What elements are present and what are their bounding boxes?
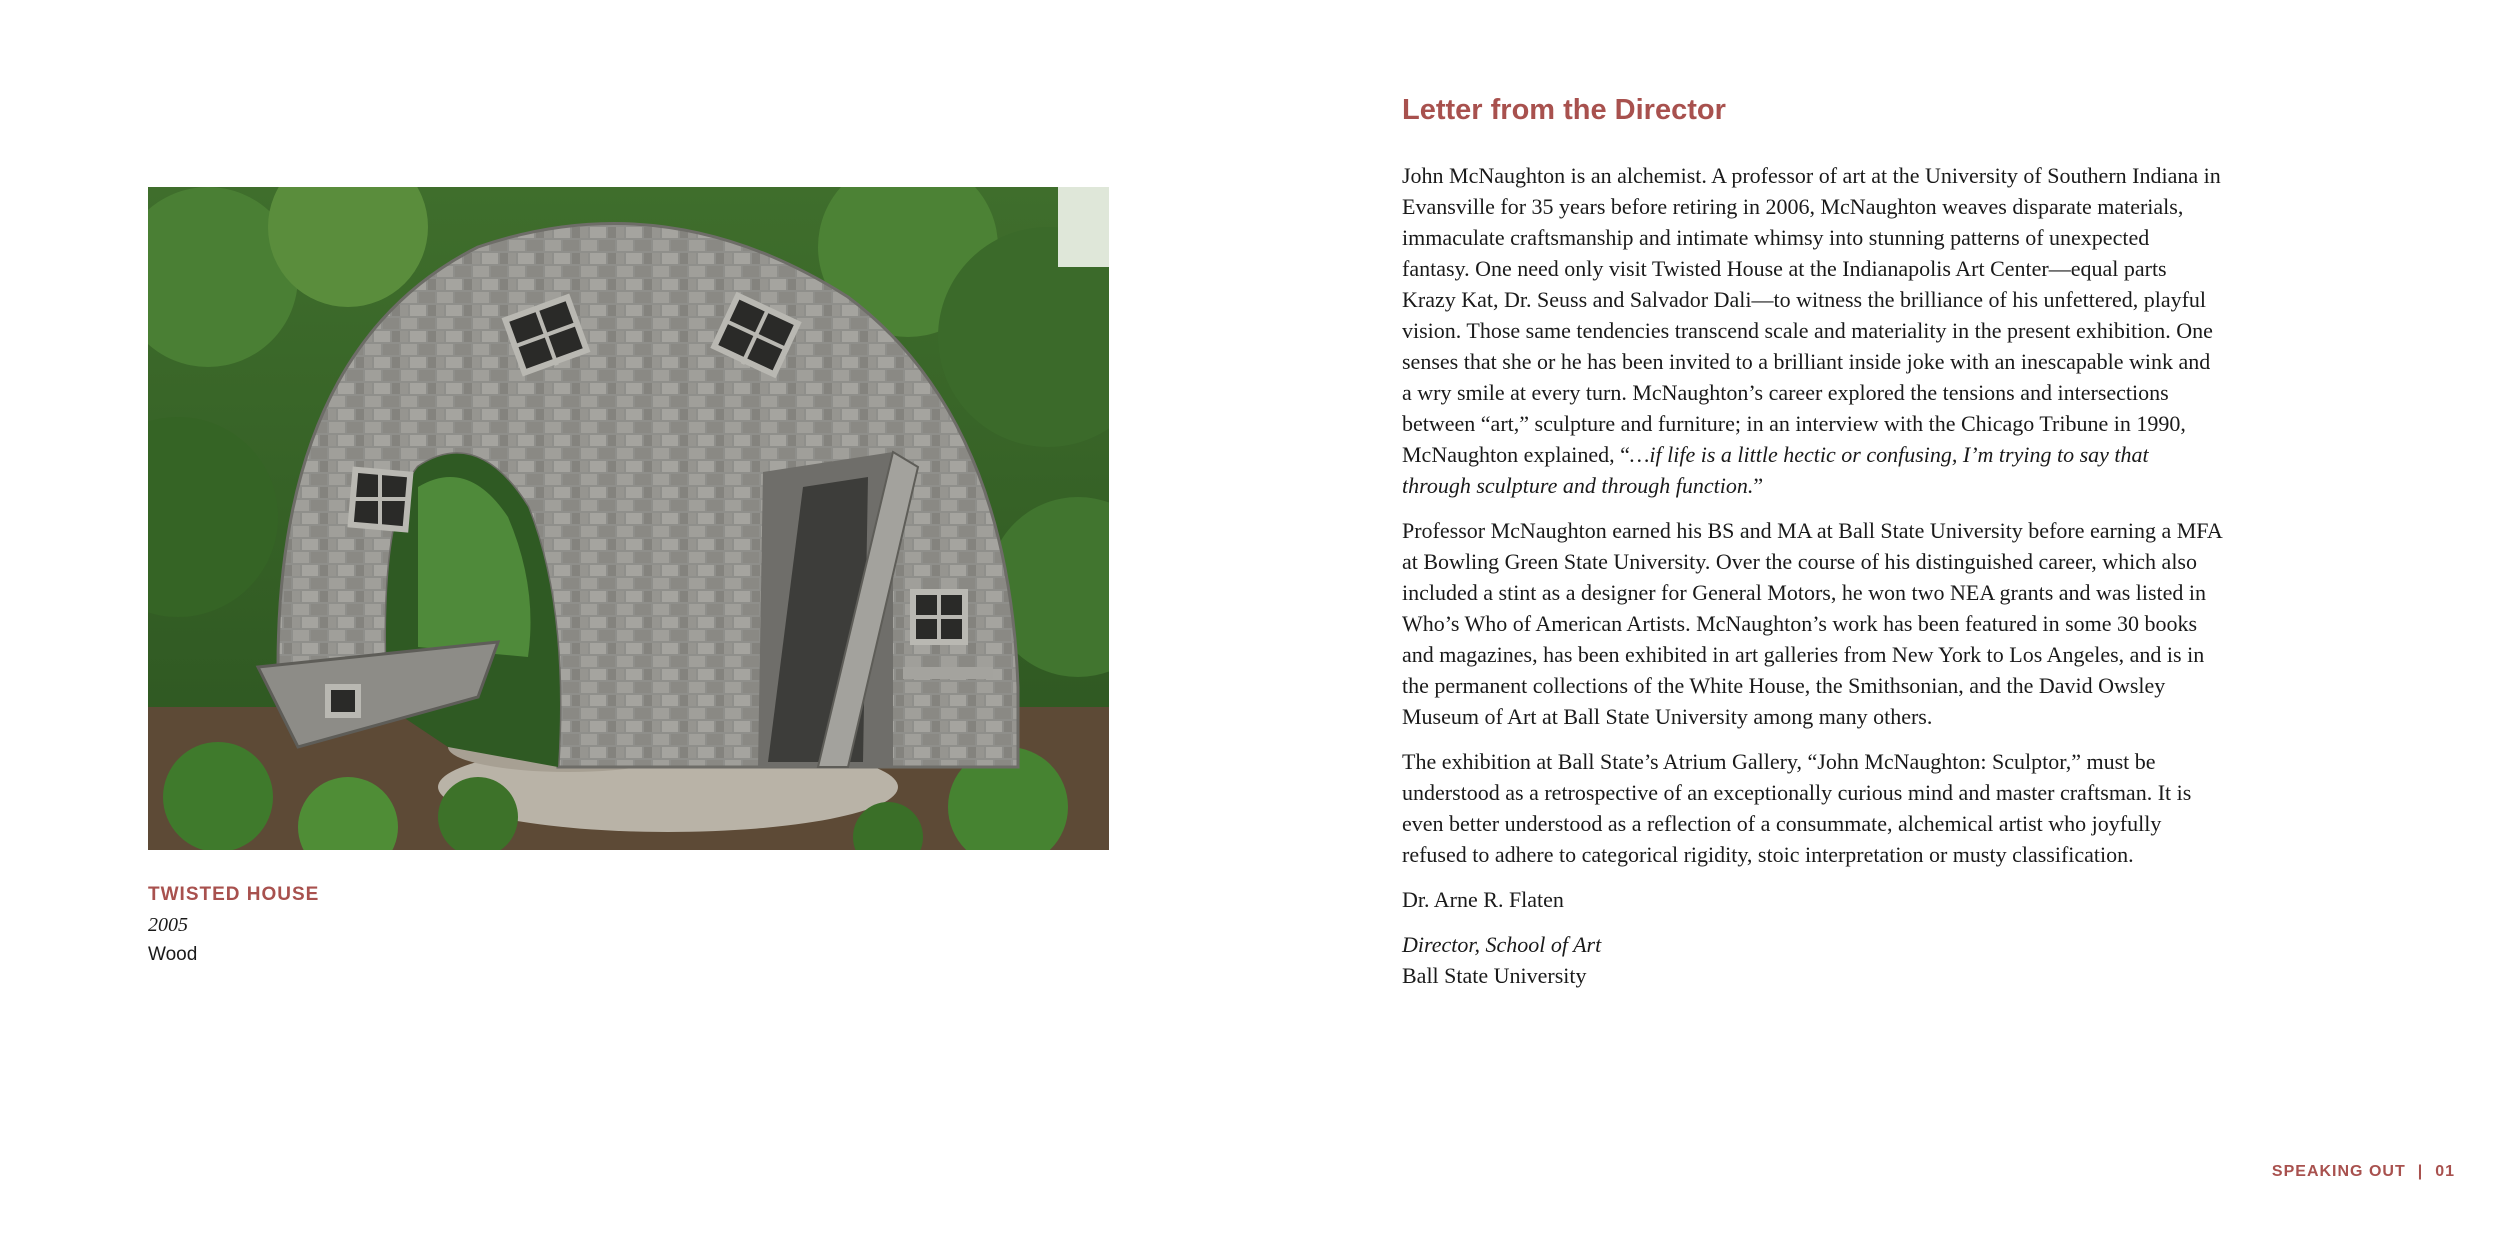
signatory-title: Director, School of Art — [1402, 932, 1602, 957]
director-letter — [1402, 90, 2222, 991]
footer-separator: | — [2417, 1163, 2424, 1180]
letter-paragraph-3: The exhibition at Ball State’s Atrium Gallery, “John McNaughton: Sculptor,” must be understood as a retrospective of an exceptionally curious mind and master craftsman. It is even better understood as a reflection of a consummate, alchemical artist who joyfully refused to adhere to categorical rigidity, stoic interpretation or musty classification. — [1402, 749, 2192, 867]
artwork-title: TWISTED HOUSE — [148, 884, 320, 905]
page-number: 01 — [2435, 1163, 2455, 1180]
twisted-house-photo — [148, 187, 1109, 850]
mcnaughton-quote: …if life is a little hectic or confusing, I’m trying to say that through sculpture and through function. — [1402, 442, 2149, 498]
artwork-medium: Wood — [148, 944, 198, 965]
letter-paragraph-2: Professor McNaughton earned his BS and MA at Ball State University before earning a MFA at Bowling Green State University. Over the course of his distinguished career, which also included a stint as a designer for General Motors, he won two NEA grants and was listed in Who’s Who of American Artists. McNaughton’s work has been featured in some 30 books and magazines, has been exhibited in art galleries from New York to Los Angeles, and is in the permanent collections of the White House, the Smithsonian, and the David Owsley Museum of Art at Ball State University among many others. — [1402, 518, 2222, 729]
page-footer — [2272, 1163, 2455, 1181]
publication-name: SPEAKING OUT — [2271, 1163, 2406, 1180]
letter-paragraph-1 — [1402, 160, 2222, 501]
artwork-year: 2005 — [148, 914, 188, 936]
quote-close: ” — [1753, 473, 1764, 498]
paragraph-1-text: John McNaughton is an alchemist. A professor of art at the University of Southern Indiana in Evansville for 35 years before retiring in 2006, McNaughton weaves disparate materials, immaculate craftsmanship and intimate whimsy into stunning patterns of unexpected fantasy. One need only visit Twisted House at the Indianapolis Art Center—equal parts Krazy Kat, Dr. Seuss and Salvador Dali—to witness the brilliance of his unfettered, playful vision. Those same tendencies transcend scale and materiality in the present exhibition. One senses that she or he has been invited to a brilliant inside joke with an inescapable wink and a wry smile at every turn. McNaughton’s career explored the tensions and intersections between “art,” sculpture and furniture; in an interview with the Chicago Tribune in 1990, McNaughton explained, “ — [1402, 163, 2221, 467]
signatory-name: Dr. Arne R. Flaten — [1402, 887, 1564, 912]
letter-heading: Letter from the Director — [1402, 94, 1726, 126]
photo-caption — [148, 880, 319, 970]
signatory-institution: Ball State University — [1402, 963, 1587, 988]
